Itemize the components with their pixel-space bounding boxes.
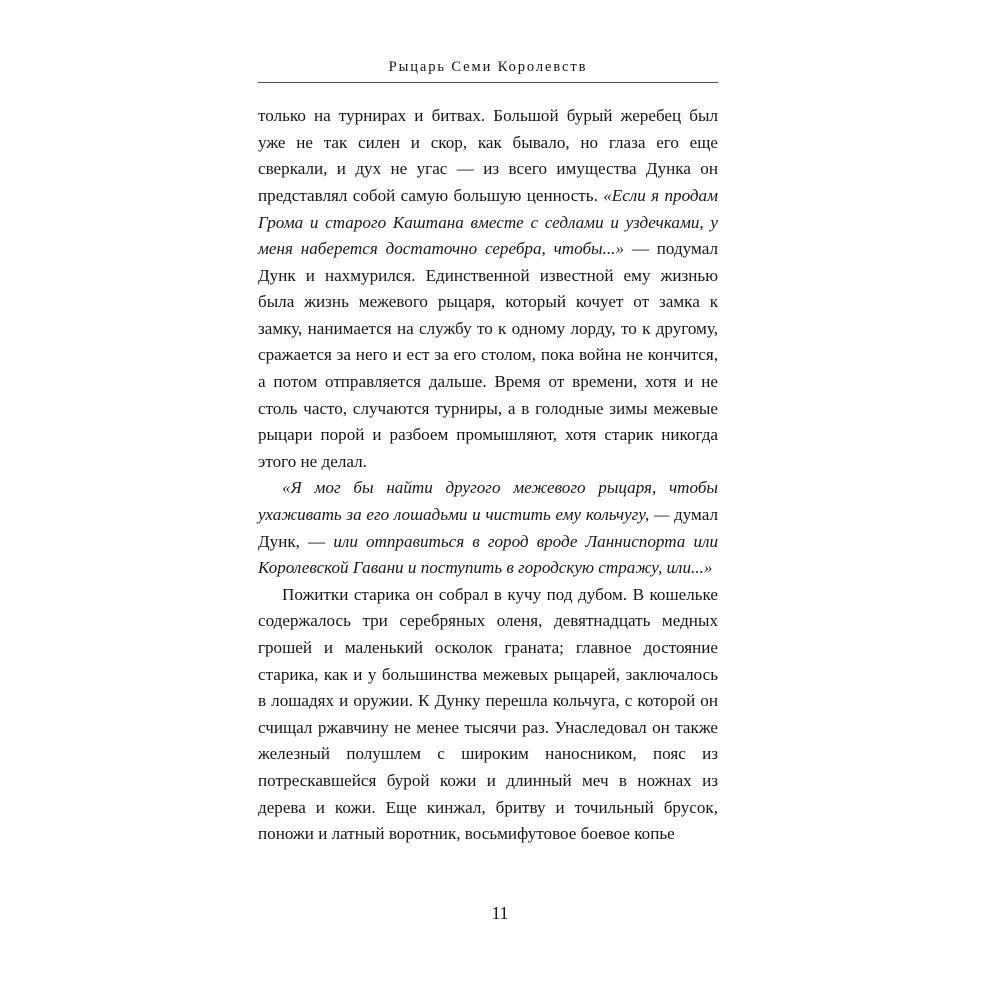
italic-run: или отправиться в город вроде Ланниспорта или Королевской Гавани и поступить в городскую стражу, или...»	[258, 531, 718, 578]
paragraph-possessions	[258, 582, 718, 848]
paragraph-inner-monologue	[258, 475, 718, 581]
italic-run: «Я мог бы найти другого межевого рыцаря, чтобы ухаживать за его лошадьми и чистить ему кольчугу, —	[258, 478, 718, 525]
running-header-title: Рыцарь Семи Королевств	[388, 59, 588, 75]
roman-run: думал Дунк, —	[258, 505, 718, 551]
roman-run: Пожитки старика он собрал в кучу под дубом. В кошельке содержалось три серебряных оленя, девятнадцать медных грошей и маленький осколок граната; главное достояние старика, как и у большинства межевых рыцарей, заключалось в лошадях и оружии. К Дунку перешла кольчуга, с которой он счищал ржавчину не менее тысячи раз. Унаследовал он также железный полушлем с широким наносником, пояс из потрескавшейся бурой кожи и длинный меч в ножнах из дерева и кожи. Еще кинжал, бритву и точильный брусок, поножи и латный воротник, восьмифутовое боевое копье	[258, 584, 718, 844]
body-text-block	[258, 103, 718, 848]
italic-run: «Если я продам Грома и старого Каштана вместе с седлами и уздечками, у меня наберется достаточно серебра, чтобы...»	[258, 185, 718, 259]
page-content-column	[258, 58, 718, 848]
roman-run: только на турнирах и битвах. Большой бурый жеребец был уже не так силен и скор, как бывало, но глаза его еще сверкали, и дух не угас — из всего имущества Дунка он представлял собой самую большую ценность.	[258, 106, 718, 205]
paragraph-continued	[258, 103, 718, 475]
header-divider-rule	[258, 82, 718, 83]
page-number-folio: 11	[491, 903, 509, 923]
roman-run: — подумал Дунк и нахмурился. Единственной известной ему жизнью была жизнь межевого рыцаря, который кочует от замка к замку, нанимается на службу то к одному лорду, то к другому, сражается за него и ест за его столом, пока война не кончится, а потом отправляется дальше. Время от времени, хотя и не столь часто, случаются турниры, а в голодные зимы межевые рыцари порой и разбоем промышляют, хотя старик никогда этого не делал.	[258, 239, 718, 471]
